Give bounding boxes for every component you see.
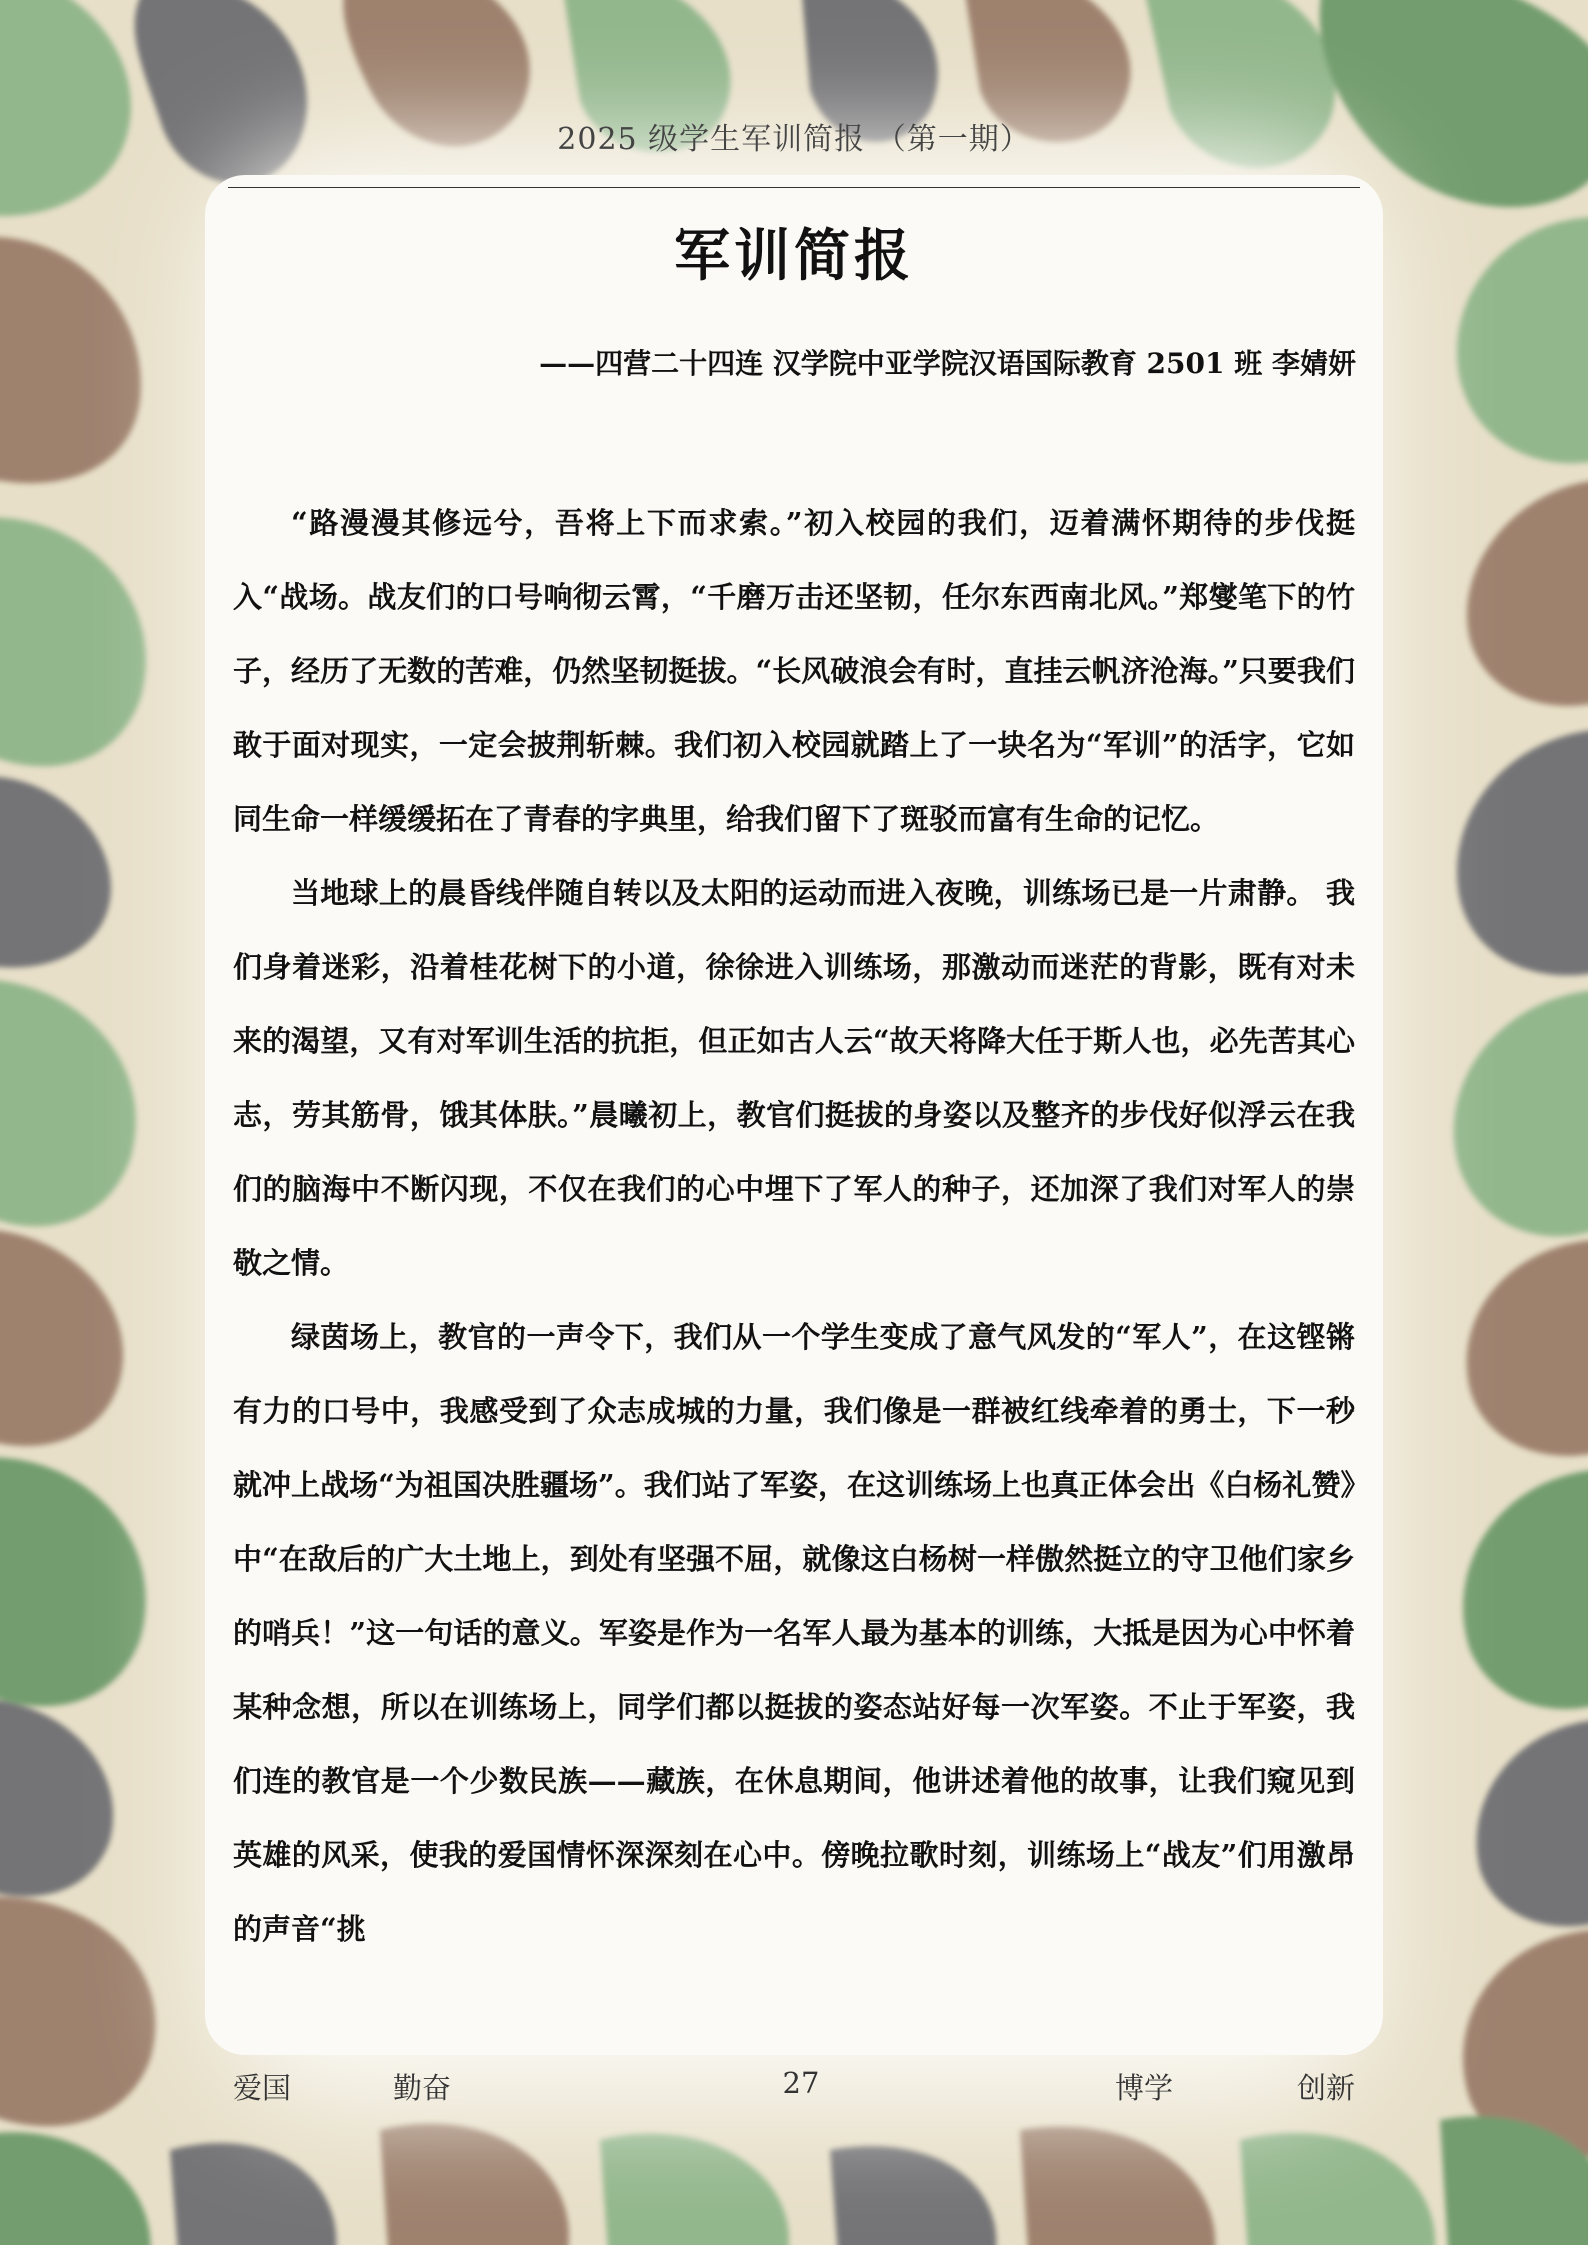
page-number: 27 — [782, 2066, 820, 2100]
page-footer — [233, 2066, 1355, 2106]
article-title: 军训简报 — [674, 223, 914, 289]
footer-motto-erudition: 博学 — [1115, 2071, 1174, 2105]
header-divider — [228, 187, 1360, 188]
paragraph-1: “路漫漫其修远兮，吾将上下而求索。”初入校园的我们，迈着满怀期待的步伐挺入“战场。战友们的口号响彻云霄，“千磨万击还坚韧，任尔东西南北风。”郑燮笔下的竹子，经历了无数的苦难，仍然坚韧挺拔。“长风破浪会有时，直挂云帆济沧海。”只要我们敢于面对现实，一定会披荆斩棘。我们初入校园就踏上了一块名为“军训”的活字，它如同生命一样缓缓拓在了青春的字典里，给我们留下了斑驳而富有生命的记忆。 — [233, 506, 1355, 836]
footer-motto-diligence: 勤奋 — [393, 2071, 452, 2105]
footer-motto-innovation: 创新 — [1296, 2071, 1355, 2105]
article-byline: ——四营二十四连 汉学院中亚学院汉语国际教育 2501 班 李婧妍 — [539, 347, 1356, 380]
footer-motto-patriotism: 爱国 — [233, 2071, 292, 2105]
paragraph-3: 绿茵场上，教官的一声令下，我们从一个学生变成了意气风发的“军人”，在这铿锵有力的口号中，我感受到了众志成城的力量，我们像是一群被红线牵着的勇士，下一秒就冲上战场“为祖国决胜疆场”。我们站了军姿，在这训练场上也真正体会出《白杨礼赞》中“在敌后的广大土地上，到处有坚强不屈，就像这白杨树一样傲然挺立的守卫他们家乡的哨兵！”这一句话的意义。军姿是作为一名军人最为基本的训练，大抵是因为心中怀着某种念想，所以在训练场上，同学们都以挺拔的姿态站好每一次军姿。不止于军姿，我们连的教官是一个少数民族——藏族，在休息期间，他讲述着他的故事，让我们窥见到英雄的风采，使我的爱国情怀深深刻在心中。傍晚拉歌时刻，训练场上“战友”们用激昂的声音“挑 — [233, 1320, 1355, 1946]
article-body — [233, 486, 1355, 1966]
running-header: 2025 级学生军训简报 （第一期） — [557, 122, 1031, 157]
paragraph-2: 当地球上的晨昏线伴随自转以及太阳的运动而进入夜晚，训练场已是一片肃静。 我们身着迷彩，沿着桂花树下的小道，徐徐进入训练场，那激动而迷茫的背影，既有对未来的渴望，又有对军训生活的抗拒，但正如古人云“故天将降大任于斯人也，必先苦其心志，劳其筋骨，饿其体肤。”晨曦初上，教官们挺拔的身姿以及整齐的步伐好似浮云在我们的脑海中不断闪现，不仅在我们的心中埋下了军人的种子，还加深了我们对军人的崇敬之情。 — [233, 876, 1355, 1280]
